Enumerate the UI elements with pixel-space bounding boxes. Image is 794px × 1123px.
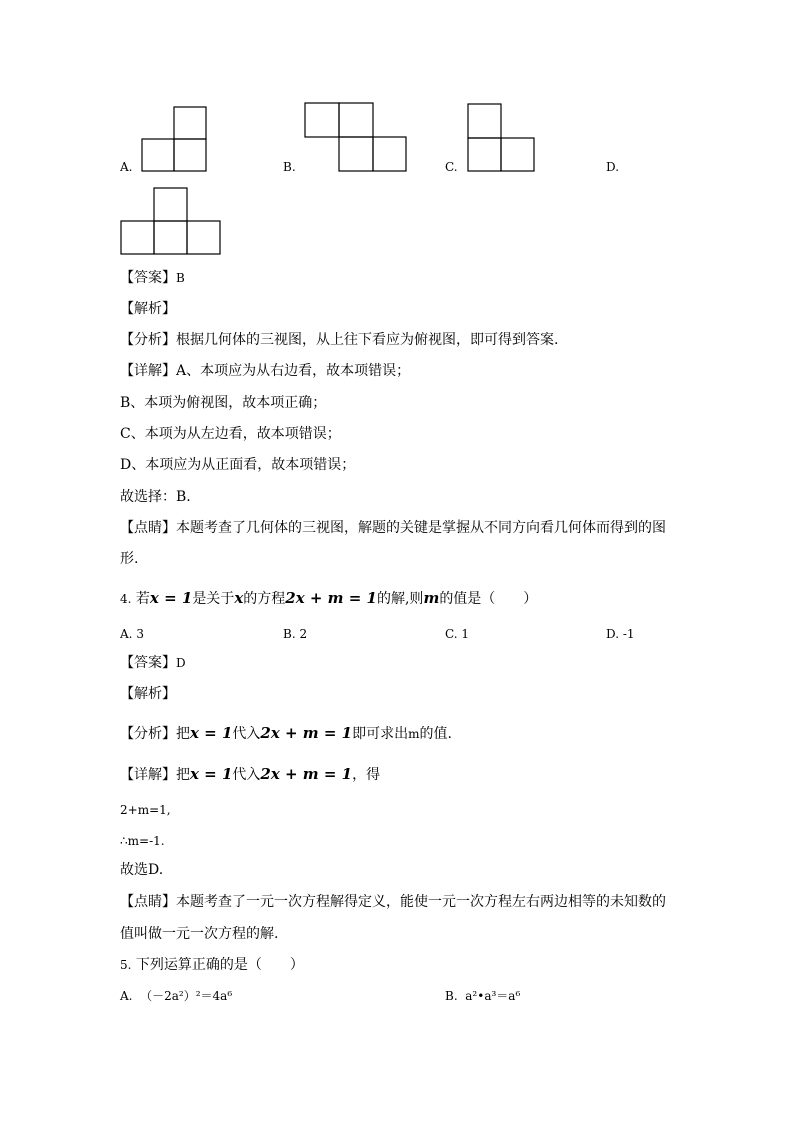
q4-text: 的解,则 xyxy=(376,591,424,607)
q3-fenxi-line xyxy=(120,330,558,350)
q4-text: 的方程 xyxy=(243,591,286,607)
option-value: 1 xyxy=(461,627,470,641)
q3-line-c: C、本项为从左边看，故本项错误； xyxy=(120,426,341,442)
fenxi-eq1: x = 1 xyxy=(190,724,233,742)
answer-tag: 【答案】 xyxy=(120,270,176,286)
q4-step2: ∴m=-1. xyxy=(120,834,165,848)
option-label: A. xyxy=(120,989,133,1003)
q4-option-c xyxy=(445,627,469,641)
q3-line-b: B、本项为俯视图，故本项正确； xyxy=(120,395,327,411)
option-label: D. xyxy=(606,627,620,641)
q4-text: 若 xyxy=(135,591,150,607)
option-c-figure xyxy=(467,103,536,172)
option-text: a²•a³＝a⁶ xyxy=(465,989,521,1003)
q4-var-m: m xyxy=(423,589,440,607)
dianjing-tag: 【点睛】 xyxy=(120,894,176,910)
q4-stem xyxy=(120,588,537,609)
q5-option-b xyxy=(445,987,520,1004)
fenxi-text: 的值. xyxy=(419,726,452,742)
q4-xiangjie-line xyxy=(120,764,380,785)
fenxi-text: 把 xyxy=(176,726,190,742)
answer-value: D xyxy=(176,656,186,670)
xiangjie-tag: 【详解】 xyxy=(120,363,176,379)
q4-eq2: 2x + m = 1 xyxy=(285,589,377,607)
q4-dianjing-cont: 值叫做一元一次方程的解. xyxy=(120,926,279,942)
option-label: B. xyxy=(445,989,458,1003)
fenxi-text: 代入 xyxy=(232,726,261,742)
fenxi-text: 根据几何体的三视图，从上往下看应为俯视图，即可得到答案. xyxy=(176,332,559,348)
q3-xiangjie-line xyxy=(120,361,410,381)
dianjing-text: 本题考查了几何体的三视图，解题的关键是掌握从不同方向看几何体而得到的图 xyxy=(176,520,666,536)
option-b-figure xyxy=(304,102,407,172)
q4-eq1: x = 1 xyxy=(149,589,193,607)
xiangjie-text: A、本项应为从右边看，故本项错误； xyxy=(176,363,411,379)
q4-option-b xyxy=(283,627,307,641)
q3-choose: 故选择：B. xyxy=(120,489,191,505)
q4-fenxi-line xyxy=(120,723,452,744)
fenxi-text: 即可求出 xyxy=(352,726,409,742)
option-d-figure xyxy=(120,187,221,255)
xiangjie-eq2: 2x + m = 1 xyxy=(260,765,353,783)
dianjing-tag: 【点睛】 xyxy=(120,520,176,536)
option-d-label: D. xyxy=(606,160,620,174)
q4-text: 的值是（ ） xyxy=(439,591,538,607)
fenxi-tag: 【分析】 xyxy=(120,726,176,742)
q5-option-a xyxy=(120,987,232,1004)
q4-step1: 2+m=1, xyxy=(120,803,171,817)
fenxi-tag: 【分析】 xyxy=(120,332,176,348)
fenxi-eq2: 2x + m = 1 xyxy=(260,724,353,742)
q4-answer-line xyxy=(120,653,186,673)
option-label: B. xyxy=(283,627,296,641)
xiangjie-tag: 【详解】 xyxy=(120,767,176,783)
q3-dianjing-cont: 形. xyxy=(120,551,139,567)
q4-option-d xyxy=(606,627,635,641)
option-value: 3 xyxy=(136,627,144,641)
q4-var-x: x xyxy=(234,589,244,607)
xiangjie-text: 把 xyxy=(176,767,190,783)
q3-answer-line xyxy=(120,268,185,288)
option-value: -1 xyxy=(622,627,635,641)
option-b-label: B. xyxy=(283,160,296,174)
dianjing-text: 本题考查了一元一次方程解得定义，能使一元一次方程左右两边相等的未知数的 xyxy=(176,894,666,910)
xiangjie-text: 代入 xyxy=(232,767,261,783)
option-label: A. xyxy=(120,627,133,641)
q3-line-d: D、本项应为从正面看，故本项错误； xyxy=(120,457,356,473)
q3-dianjing-line xyxy=(120,518,666,538)
q4-choose: 故选D. xyxy=(120,862,164,878)
q5-number: 5. xyxy=(120,958,132,972)
q4-number: 4. xyxy=(120,592,132,606)
q5-stem xyxy=(120,955,304,975)
option-a-label: A. xyxy=(120,160,133,174)
answer-tag: 【答案】 xyxy=(120,655,176,671)
q4-text: 是关于 xyxy=(192,591,235,607)
q3-analysis-tag: 【解析】 xyxy=(120,301,176,317)
option-value: 2 xyxy=(299,627,308,641)
q4-analysis-tag: 【解析】 xyxy=(120,686,176,702)
q5-text: 下列运算正确的是（ ） xyxy=(135,957,304,973)
option-c-label: C. xyxy=(445,160,458,174)
fenxi-m: m xyxy=(408,727,420,741)
option-label: C. xyxy=(445,627,458,641)
xiangjie-text: ，得 xyxy=(352,767,381,783)
answer-value: B xyxy=(176,271,185,285)
option-text: （－2a²）²＝4a⁶ xyxy=(140,989,233,1003)
q4-dianjing-line xyxy=(120,892,666,912)
q4-option-a xyxy=(120,627,144,641)
option-a-figure xyxy=(141,106,208,172)
xiangjie-eq1: x = 1 xyxy=(190,765,233,783)
